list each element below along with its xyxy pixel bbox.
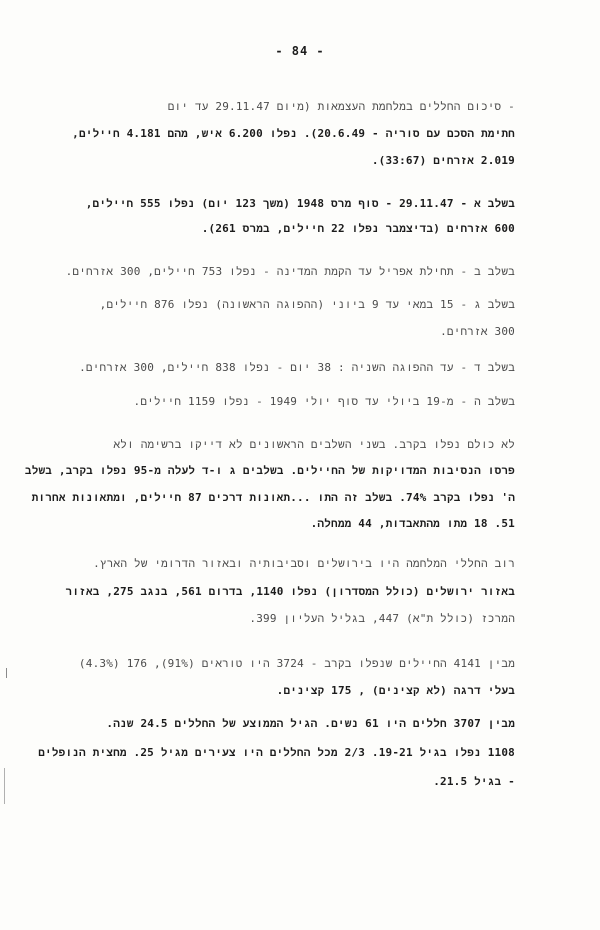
paragraph-6-line-1: רוב החללי המלחמה היו בירושלים וסביבותיה ובאזור הדרומי של הארץ. — [93, 557, 515, 570]
paragraph-5-line-3: ה' נפלו בקרב 74%. בשלב זה התו ...תאונות דרכים 87 חיילים, ומתאונות אחרות — [31, 491, 515, 504]
paragraph-1-line-3: 2.019 אזרחים (33:67). — [371, 154, 515, 167]
paragraph-8-line-3: - בגיל 21.5. — [433, 775, 515, 788]
paragraph-7-line-2: בעלי דרגה (לא קצינים) , 175 קצינים. — [276, 684, 515, 697]
paragraph-4-line-1: בשלב ד - עד ההפוגה השניה : 38 יום - נפלו 838 חיילים, 300 אזרחים. — [79, 361, 515, 374]
paragraph-3-line-2: בשלב ג - 15 במאי עד 9 ביוני (ההפוגה הראשונה) נפלו 876 חיילים, — [99, 298, 515, 311]
paragraph-8-line-2: 1108 נפלו בגיל 19-21. 2/3 מכל החללים היו צעירים מגיל 25. מחצית הנופלים — [38, 746, 515, 759]
paragraph-7-line-1: מבין 4141 החיילים שנפלו בקרב - 3724 היו טוראים (91%), 176 (4.3%) — [78, 657, 515, 670]
paragraph-2-line-2: 600 אזרחים (בדיצמבר נפלו 22 חיילים, במרס 261). — [201, 222, 515, 235]
paragraph-5-line-2: פרסו הנסיבות המדויקות של החיילים. בשלבים ג ו-ד לעלה מ-95 נפלו בקרב, בשלב — [24, 464, 515, 477]
scan-artifact — [6, 668, 7, 678]
paragraph-3-line-1: בשלב ב - תחילת אפריל עד הקמת המדינה - נפלו 753 חיילים, 300 אזרחים. — [65, 265, 515, 278]
paragraph-1-line-2: חתימת הסכם עם סוריה - 20.6.49). נפלו 6.200 איש, מהם 4.181 חיילים, — [72, 127, 515, 140]
paragraph-8-line-1: מבין 3707 חללים היו 61 נשים. הגיל הממוצע של החללים 24.5 שנה. — [106, 717, 515, 730]
paragraph-2-line-1: בשלב א - 29.11.47 - סוף מרס 1948 (משך 123 יום) נפלו 555 חיילים, — [85, 197, 515, 210]
scan-artifact — [4, 768, 5, 804]
paragraph-5-line-4: 51. 18 מתו מהתאבדות, 44 ממחלה. — [310, 517, 515, 530]
page-number: - 84 - — [275, 44, 325, 58]
paragraph-6-line-2: באזור ירושלים (כולל המסדרון) נפלו 1140, בדרום 561, בנגב 275, באזור — [65, 585, 515, 598]
paragraph-1-line-1: - סיכום החללים במלחמת העצמאות (מיום 29.11.47 עד יום — [167, 100, 515, 113]
paragraph-6-line-3: המרכז (כולל ת"א) 447, בגליל העליון 399. — [249, 612, 515, 625]
paragraph-3-line-3: 300 אזרחים. — [440, 325, 515, 338]
paragraph-4-line-2: בשלב ה - מ-19 ביולי עד סוף יולי 1949 - נפלו 1159 חיילים. — [133, 395, 515, 408]
paragraph-5-line-1: לא כולם נפלו בקרב. בשני השלבים הראשונים לא דייקו ברשימה ולא — [113, 438, 515, 451]
